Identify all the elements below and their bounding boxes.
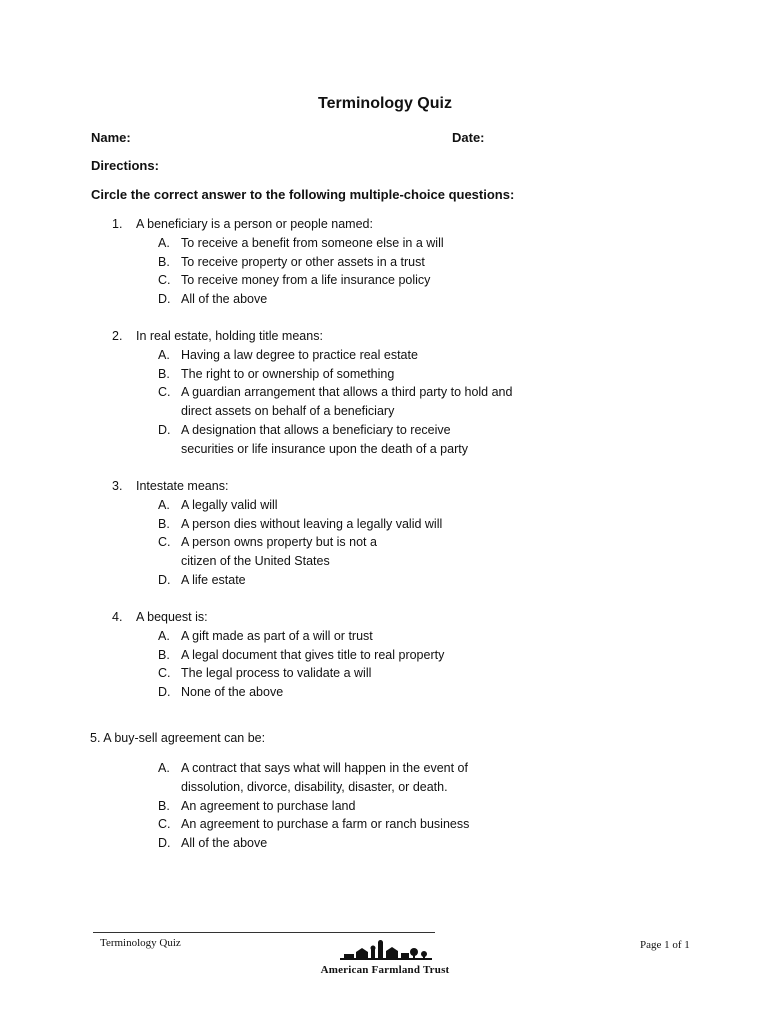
answer-option[interactable] [0, 515, 541, 534]
question-number: 4. [112, 610, 123, 624]
option-letter: B. [158, 254, 170, 269]
answer-option[interactable] [0, 627, 541, 646]
option-text: To receive a benefit from someone else in a will [181, 235, 444, 250]
question-stem: A bequest is: [136, 610, 208, 624]
question-1 [0, 215, 541, 309]
answer-option[interactable] [0, 533, 541, 571]
answer-option[interactable] [0, 383, 541, 421]
option-letter: D. [158, 836, 171, 851]
answer-option[interactable] [0, 421, 541, 459]
question-stem: A beneficiary is a person or people named: [136, 217, 373, 231]
question-number: 1. [112, 217, 123, 231]
american-farmland-trust-logo [312, 940, 458, 980]
option-text: A person owns property but is not a citizen of the United States [181, 535, 377, 569]
question-3 [0, 477, 541, 590]
question-number: 3. [112, 479, 123, 493]
option-text: The legal process to validate a will [181, 666, 372, 681]
instructions-text: Circle the correct answer to the following multiple-choice questions: [91, 187, 515, 202]
option-letter: B. [158, 516, 170, 531]
option-letter: A. [158, 347, 170, 362]
option-letter: A. [158, 761, 170, 775]
question-2 [0, 327, 541, 459]
option-letter: C. [158, 817, 171, 832]
option-text: A guardian arrangement that allows a third party to hold and direct assets on behalf of a beneficiary [181, 385, 513, 419]
option-letter: C. [158, 535, 171, 550]
option-letter: A. [158, 497, 170, 512]
option-text: A person dies without leaving a legally valid will [181, 516, 443, 531]
answer-option[interactable] [0, 664, 541, 683]
option-letter: C. [158, 385, 171, 400]
option-letter: B. [158, 647, 170, 662]
option-text: The right to or ownership of something [181, 366, 395, 381]
answer-option[interactable] [0, 683, 541, 702]
document-title: Terminology Quiz [318, 95, 452, 112]
option-text: A legal document that gives title to real property [181, 647, 445, 662]
option-text: To receive property or other assets in a trust [181, 254, 425, 269]
page-number: Page 1 of 1 [640, 939, 690, 951]
option-text: All of the above [181, 292, 268, 307]
option-text: A legally valid will [181, 497, 278, 512]
question-5 [0, 759, 541, 853]
option-letter: B. [158, 798, 170, 813]
question-stem: Intestate means: [136, 479, 229, 493]
option-text: An agreement to purchase land [181, 798, 356, 813]
option-text: A contract that says what will happen in the event of dissolution, divorce, disability, disaster, or death. [181, 761, 468, 794]
answer-option[interactable] [0, 234, 541, 253]
option-letter: D. [158, 685, 171, 700]
answer-option[interactable] [0, 815, 541, 834]
date-label: Date: [452, 130, 485, 145]
option-letter: C. [158, 273, 171, 288]
logo-wordmark: American Farmland Trust [320, 964, 450, 976]
directions-label: Directions: [91, 158, 159, 173]
option-text: An agreement to purchase a farm or ranch business [181, 817, 470, 832]
option-text: A life estate [181, 572, 246, 587]
footer-divider [93, 932, 435, 933]
answer-option[interactable] [0, 346, 541, 365]
option-letter: A. [158, 235, 170, 250]
question-number: 2. [112, 329, 123, 343]
option-text: All of the above [181, 836, 268, 851]
option-letter: D. [158, 572, 171, 587]
option-letter: B. [158, 366, 170, 381]
option-letter: A. [158, 628, 170, 643]
farm-skyline-icon [340, 940, 432, 962]
question-4 [0, 608, 541, 702]
answer-option[interactable] [0, 271, 541, 290]
option-letter: C. [158, 666, 171, 681]
answer-option[interactable] [0, 834, 541, 853]
answer-option[interactable] [0, 646, 541, 665]
option-text: None of the above [181, 685, 284, 700]
answer-option[interactable] [0, 496, 541, 515]
option-letter: D. [158, 422, 171, 437]
option-text: A designation that allows a beneficiary to receive securities or life insurance upon the death of a party [181, 422, 468, 456]
option-text: To receive money from a life insurance policy [181, 273, 431, 288]
answer-option[interactable] [0, 290, 541, 309]
footer-title: Terminology Quiz [100, 937, 181, 949]
answer-option[interactable] [0, 797, 541, 816]
question-stem: In real estate, holding title means: [136, 329, 323, 343]
question-5-stem: 5. A buy-sell agreement can be: [90, 731, 266, 745]
option-text: Having a law degree to practice real estate [181, 347, 418, 362]
answer-option[interactable] [0, 365, 541, 384]
name-label: Name: [91, 130, 131, 145]
option-letter: D. [158, 292, 171, 307]
answer-option[interactable] [0, 253, 541, 272]
answer-option[interactable] [0, 759, 541, 797]
option-text: A gift made as part of a will or trust [181, 628, 373, 643]
answer-option[interactable] [0, 571, 541, 590]
